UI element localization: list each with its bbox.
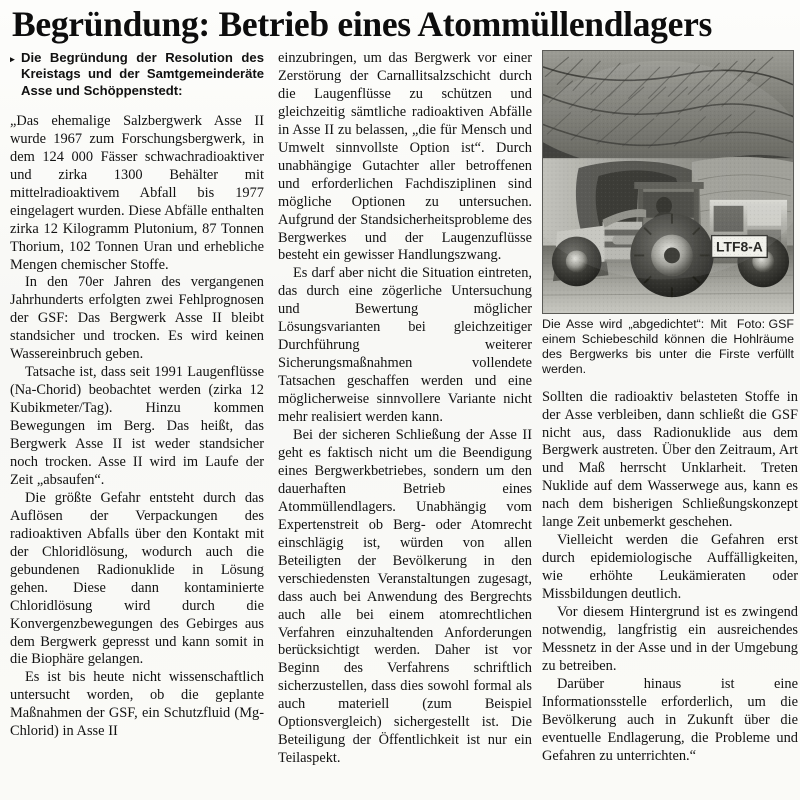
lede-text: Die Begründung der Resolution des Kreistags und der Samtgemeinderäte Asse und Schöppenstedt: — [21, 50, 264, 98]
photo-caption — [542, 317, 794, 377]
column-2-body — [278, 50, 532, 768]
paragraph: Darüber hinaus ist eine Informationsstelle erforderlich, um die Bevölkerung auch in Zukunft über die eventuelle Endlagerung, die Probleme und Gefahren zu unterrichten.“ — [542, 675, 798, 764]
photo-caption-text: Die Asse wird „abgedichtet“: Mit einem Schiebeschild können die Hohlräume des Bergwerks bis unter die Firste verfüllt werden. — [542, 317, 794, 376]
page-title: Begründung: Betrieb eines Atommüllendlagers — [12, 4, 713, 44]
paragraph: Bei der sicheren Schließung der Asse II geht es faktisch nicht um die Beendigung eines Bergwerkbetriebes, sondern um den dauerhaften Betrieb eines Atommüllendlagers. Unabhängig vom Expertenstreit ob Berg- oder Atomrecht einschlägig ist, würden von allen Beteiligten der Bevölkerung in den verschiedensten Veranstaltungen zugesagt, dass auch bei Anwendung des Bergrechts auch alle bei einem atomrechtlichen Verfahren einzuhaltenden Anforderungen berücksichtigt werden. Daher ist vor Beginn des Verfahrens schriftlich sicherzustellen, dass dies sowohl formal als auch materiell (zum Beispiel Optionsvergleich) sichergestellt ist. Die Beteiligung der Öffentlichkeit ist nur ein Teilaspekt. — [278, 427, 532, 767]
mine-loader-photo — [542, 50, 794, 314]
photo-credit: Foto: GSF — [736, 317, 794, 331]
paragraph: Tatsache ist, dass seit 1991 Laugenflüsse (Na-Chorid) beobachtet werden (zirka 12 Kubikmeter/Tag). Hinzu kommen Bewegungen im Berg. Das heißt, das Bergwerk Asse II ist weder standsicher noch trocken. Asse II wird im Laufe der Zeit „absaufen“. — [10, 364, 264, 488]
paragraph: In den 70er Jahren des vergangenen Jahrhunderts erfolgten zwei Fehlprognosen der GSF: Das Bergwerk Asse II bleibt standsicher und trocken. Es wird keinen Wassereinbruch geben. — [10, 274, 264, 363]
column-2 — [278, 50, 532, 798]
triangle-bullet-icon: ▸ — [10, 54, 15, 64]
column-3 — [542, 50, 798, 798]
paragraph: Sollten die radioaktiv belasteten Stoffe in der Asse verbleiben, dann schließt die GSF nicht aus, dass Radionuklide aus dem Bergwerk austreten. Über den Zeitraum, Art und Maß herrscht Unklarheit. Treten Nuklide auf dem Wasserwege aus, kann es nach dem bisherigen Schließungskonzept lange Zeit unbemerkt geschehen. — [542, 388, 798, 531]
paragraph: Vor diesem Hintergrund ist es zwingend notwendig, langfristig ein ausreichendes Messnetz in der Asse und in der Umgebung zu betreiben. — [542, 604, 798, 674]
photo-figure — [542, 50, 798, 377]
paragraph: Die größte Gefahr entsteht durch das Auflösen der Verpackungen des radioaktiven Abfalls über den Kontakt mit der Chloridlösung, wodurch auch die gebundenen Radionuklide in Lösung gehen. Diese dann kontaminierte Chloridlösung wird durch die Konvergenzbewegungen des Gebirges aus dem Bergwerk gepresst und kann somit in die Biophäre gelangen. — [10, 489, 264, 668]
lede-paragraph — [10, 50, 264, 99]
mine-loader-illustration — [543, 51, 793, 313]
article-columns — [10, 50, 798, 798]
column-1 — [10, 50, 264, 798]
paragraph: „Das ehemalige Salzbergwerk Asse II wurde 1967 zum Forschungsbergwerk, in dem 124 000 Fässer schwachradioaktiver und zirka 1300 Behälter mit mittelradioaktivem Abfall bis 1977 eingelagert wurden. Diese Abfälle enthalten zirka 12 Kilogramm Plutonium, 87 Tonnen Thorium, 102 Tonnen Uran und erhebliche Mengen chemischer Stoffe. — [10, 112, 264, 273]
column-1-body — [10, 113, 264, 741]
column-3-body — [542, 389, 798, 766]
paragraph: Vielleicht werden die Gefahren erst durch epidemiologische Auffälligkeiten, wie erhöhte Leukämieraten oder Missbildungen deutlich. — [542, 532, 798, 603]
paragraph: Es darf aber nicht die Situation eintreten, das durch eine zögerliche Untersuchung und Bewertung möglicher Lösungsvarianten bei gleichzeitiger Durchführung weiterer Sicherungsmaßnahmen vollendete Tatsachen geschaffen werden und eine möglicherweise sinnvollere Variante nicht mehr realisiert werden kann. — [278, 265, 532, 426]
paragraph: einzubringen, um das Bergwerk vor einer Zerstörung der Carnallitsalzschicht durch die Laugenflüsse zu schützen und gleichzeitig sämtliche radioaktiven Abfälle in Asse II zu belassen, „die für Mensch und Umwelt sinnvollste Option ist“. Durch unabhängige Gutachter aller betroffenen und erforderlichen Fachdisziplinen sind mögliche Optionen zu untersuchen. Aufgrund der Standsicherheitsprobleme des Bergwerkes und der Laugenzuflüsse besteht ein gewisser Handlungszwang. — [278, 50, 532, 264]
paragraph: Es ist bis heute nicht wissenschaftlich untersucht worden, ob die geplante Maßnahmen der GSF, ein Schutzfluid (Mg-Chlorid) in Asse II — [10, 669, 264, 740]
